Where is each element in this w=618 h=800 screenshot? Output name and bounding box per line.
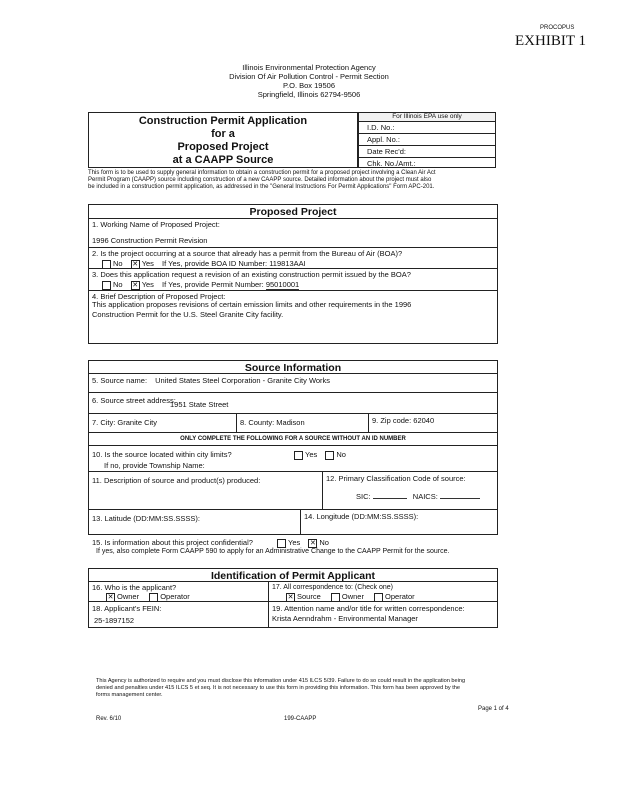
- q17-label: 17. All correspondence to: (Check one): [272, 584, 394, 591]
- q10-township[interactable]: If no, provide Township Name:: [104, 461, 205, 470]
- q12-sic-field[interactable]: [373, 498, 407, 499]
- q6-value[interactable]: 1951 State Street: [170, 400, 229, 409]
- q1-value[interactable]: 1996 Construction Permit Revision: [92, 236, 208, 245]
- title-line-3: Proposed Project: [177, 141, 269, 153]
- title-line-2: for a: [211, 128, 235, 140]
- footer-notice: [96, 678, 465, 699]
- q10-yes-checkbox[interactable]: [294, 451, 303, 460]
- appl-no-field: Appl. No.:: [359, 134, 495, 146]
- q15-no-label: No: [319, 538, 329, 547]
- q7-city[interactable]: 7. City: Granite City: [92, 418, 158, 427]
- q12-naics-field[interactable]: [440, 498, 480, 499]
- q15-note: If yes, also complete Form CAAPP 590 to apply for an Administrative Change to the CAAPP Permit for the source.: [96, 548, 450, 555]
- q18-label: 18. Applicant's FEIN:: [92, 604, 162, 613]
- footer-line-2: denied and penalties under 415 ILCS 5 et seq. It is not necessary to use this form in providing this information. This form has been approved by the: [96, 685, 461, 691]
- q4-label: 4. Brief Description of Proposed Project:: [92, 292, 226, 301]
- exhibit-stamp: EXHIBIT 1: [515, 33, 586, 49]
- q16-owner-label: Owner: [117, 592, 140, 601]
- q10-answer-row: [292, 450, 346, 460]
- agency-use-header: For Illinois EPA use only: [359, 113, 495, 122]
- agency-line-1: Illinois Environmental Protection Agency: [242, 63, 376, 72]
- agency-line-4: Springfield, Illinois 62794-9506: [257, 90, 361, 99]
- q12-sic-label: SIC:: [356, 492, 371, 501]
- q19-label: 19. Attention name and/or title for written correspondence:: [272, 604, 465, 613]
- intro-line-1: This form is to be used to supply general information to obtain a construction permit for a proposed project involving a Clean Air Act: [88, 170, 436, 176]
- q4-line-1[interactable]: This application proposes revisions of certain emission limits and other requirements in the 1996: [92, 300, 412, 309]
- agency-use-box: [358, 112, 496, 168]
- q8-county[interactable]: 8. County: Madison: [240, 418, 305, 427]
- title-line-4: at a CAAPP Source: [172, 154, 274, 166]
- q5-row: [92, 376, 330, 385]
- q16-operator-label: Operator: [160, 592, 190, 601]
- q4-line-2[interactable]: Construction Permit for the U.S. Steel Granite City facility.: [92, 310, 284, 319]
- footer-line-1: This Agency is authorized to require and you must disclose this information under 415 ILCS 5/39. Failure to do so could result in the application being: [96, 678, 466, 684]
- q15-yes-label: Yes: [288, 538, 301, 547]
- q3-no-checkbox[interactable]: [102, 281, 111, 290]
- intro-line-3: be included in a construction permit application, as addressed in the "General Instructions For Permit Applications" Form APC-201.: [88, 184, 435, 190]
- q3-if-label: If Yes, provide Permit Number:: [162, 280, 264, 289]
- q3-permit-number-value[interactable]: 95010001: [265, 280, 300, 289]
- proposed-project-header: Proposed Project: [249, 206, 337, 218]
- footer-line-3: forms management center.: [96, 692, 163, 698]
- title-box: [88, 112, 358, 168]
- intro-line-2: Permit Program (CAAPP) source including construction of a new CAAPP source. Detailed information about the project must also: [88, 177, 432, 183]
- revision-date: Rev. 6/10: [96, 716, 122, 722]
- q3-answer-row: [100, 280, 299, 290]
- q12-label: 12. Primary Classification Code of source:: [326, 474, 466, 483]
- q16-owner-checkbox[interactable]: ✕: [107, 593, 114, 601]
- applicant-header: Identification of Permit Applicant: [210, 570, 376, 582]
- q2-boa-id-value[interactable]: 119813AAI: [269, 259, 306, 268]
- q15-label: 15. Is information about this project confidential?: [92, 538, 253, 547]
- q10-yes-label: Yes: [305, 450, 318, 459]
- q3-yes-label: Yes: [141, 280, 154, 289]
- id-no-field: I.D. No.:: [359, 122, 495, 134]
- q11-label[interactable]: 11. Description of source and product(s) produced:: [92, 476, 261, 485]
- q12-naics-label: NAICS:: [412, 492, 438, 501]
- exhibit-stamp-small: PROCOPUS: [540, 25, 575, 31]
- q2-no-label: No: [113, 259, 123, 268]
- q17-operator-label: Operator: [385, 592, 415, 601]
- q2-yes-label: Yes: [141, 259, 154, 268]
- q2-label: 2. Is the project occurring at a source that already has a permit from the Bureau of Air (BOA)?: [92, 249, 403, 258]
- q3-label: 3. Does this application request a revision of an existing construction permit issued by the BOA?: [92, 270, 411, 279]
- q9-zip[interactable]: 9. Zip code: 62040: [372, 416, 435, 425]
- q10-no-checkbox[interactable]: [325, 451, 334, 460]
- q1-label: 1. Working Name of Proposed Project:: [92, 220, 220, 229]
- q13-latitude[interactable]: 13. Latitude (DD:MM:SS.SSSS):: [92, 514, 200, 523]
- q17-source-label: Source: [297, 592, 321, 601]
- q10-label: 10. Is the source located within city limits?: [92, 450, 232, 459]
- q5-label: 5. Source name:: [92, 376, 148, 385]
- q17-source-checkbox[interactable]: ✕: [287, 593, 294, 601]
- chk-no-field: Chk. No./Amt.:: [367, 159, 416, 168]
- page-number: Page 1 of 4: [478, 706, 509, 712]
- q2-if-label: If Yes, provide BOA ID Number:: [162, 259, 268, 268]
- q5-value[interactable]: United States Steel Corporation - Granite City Works: [155, 376, 331, 385]
- q19-attention-value[interactable]: Krista Aenndrahm - Environmental Manager: [272, 614, 418, 623]
- date-recd-field: Date Rec'd:: [359, 146, 495, 158]
- q6-label: 6. Source street address:: [92, 396, 176, 405]
- q12-codes-row: [356, 492, 480, 501]
- intro-text: [88, 170, 436, 191]
- title-line-1: Construction Permit Application: [138, 115, 308, 127]
- q3-yes-checkbox[interactable]: ✕: [132, 281, 139, 289]
- source-information-header: Source Information: [244, 362, 342, 374]
- form-number: 199-CAAPP: [284, 716, 317, 722]
- q10-no-label: No: [336, 450, 346, 459]
- source-banner: ONLY COMPLETE THE FOLLOWING FOR A SOURCE WITHOUT AN ID NUMBER: [180, 436, 406, 442]
- q18-fein-value[interactable]: 25-1897152: [94, 616, 135, 625]
- agency-line-3: P.O. Box 19506: [283, 81, 335, 90]
- q3-no-label: No: [113, 280, 123, 289]
- agency-header: [0, 63, 618, 99]
- q16-label: 16. Who is the applicant?: [92, 583, 177, 592]
- q15-no-checkbox[interactable]: ✕: [309, 539, 316, 547]
- q14-longitude[interactable]: 14. Longitude (DD:MM:SS.SSSS):: [304, 512, 419, 521]
- q2-yes-checkbox[interactable]: ✕: [132, 260, 139, 268]
- agency-line-2: Division Of Air Pollution Control - Permit Section: [229, 72, 389, 81]
- q17-owner-label: Owner: [341, 592, 364, 601]
